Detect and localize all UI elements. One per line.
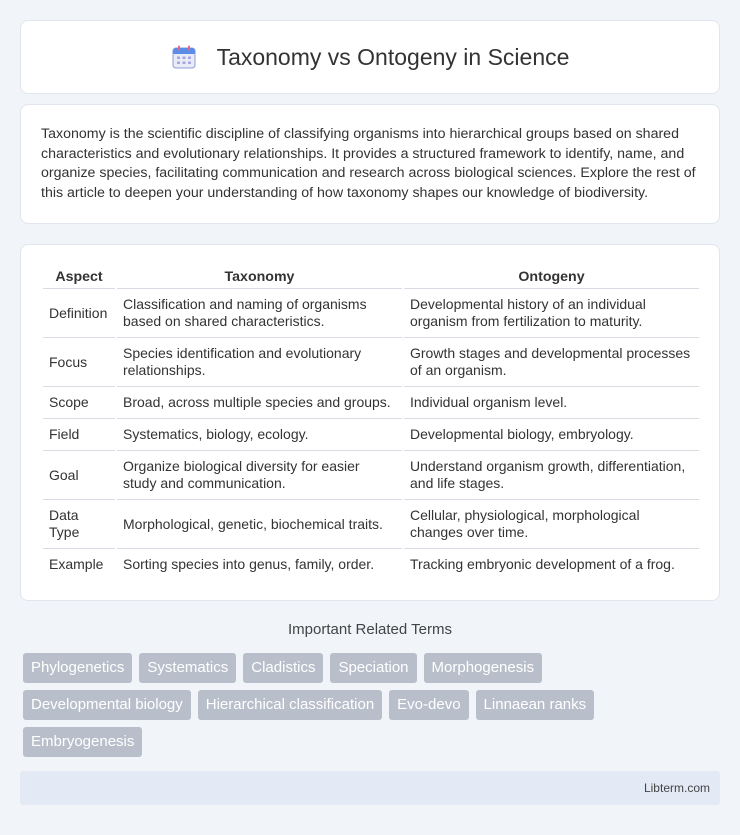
related-terms-list xyxy=(23,653,723,764)
intro-paragraph: Taxonomy is the scientific discipline of classifying organisms into hierarchical groups based on shared characteristics and evolutionary relationships. It provides a structured framework to identify, name, and organize species, facilitating communication and research across biological sciences. Explore the rest of this article to deepen your understanding of how taxonomy shapes our knowledge of biodiversity. xyxy=(41,126,696,201)
header-aspect: Aspect xyxy=(43,265,115,289)
cell-ontogeny: Individual organism level. xyxy=(404,387,699,419)
cell-aspect: Data Type xyxy=(43,500,115,549)
cell-aspect: Field xyxy=(43,419,115,451)
table-row xyxy=(43,289,699,338)
page-title: Taxonomy vs Ontogeny in Science xyxy=(216,43,570,70)
tag-developmental-biology[interactable]: Developmental biology xyxy=(23,690,191,720)
table-header-row xyxy=(43,265,699,289)
cell-ontogeny: Growth stages and developmental processes of an organism. xyxy=(404,338,699,387)
tag-systematics[interactable]: Systematics xyxy=(139,653,236,683)
table-row xyxy=(43,500,699,549)
tag-morphogenesis[interactable]: Morphogenesis xyxy=(424,653,543,683)
comparison-table-card xyxy=(20,244,720,601)
cell-ontogeny: Developmental biology, embryology. xyxy=(404,419,699,451)
cell-taxonomy: Species identification and evolutionary relationships. xyxy=(117,338,402,387)
cell-taxonomy: Broad, across multiple species and groups. xyxy=(117,387,402,419)
cell-ontogeny: Cellular, physiological, morphological changes over time. xyxy=(404,500,699,549)
related-terms-title: Important Related Terms xyxy=(288,621,452,638)
tag-linnaean-ranks[interactable]: Linnaean ranks xyxy=(476,690,595,720)
cell-aspect: Focus xyxy=(43,338,115,387)
cell-taxonomy: Sorting species into genus, family, order. xyxy=(123,556,375,572)
cell-taxonomy: Morphological, genetic, biochemical traits. xyxy=(117,500,402,549)
cell-aspect: Definition xyxy=(43,289,115,338)
cell-aspect: Scope xyxy=(43,387,115,419)
cell-taxonomy: Organize biological diversity for easier study and communication. xyxy=(117,451,402,500)
table-row xyxy=(43,549,699,580)
tag-hierarchical-classification[interactable]: Hierarchical classification xyxy=(198,690,382,720)
table-row xyxy=(43,387,699,419)
tag-embryogenesis[interactable]: Embryogenesis xyxy=(23,727,142,757)
cell-ontogeny: Understand organism growth, differentiation, and life stages. xyxy=(404,451,699,500)
footer xyxy=(20,771,720,805)
cell-aspect: Example xyxy=(49,556,104,572)
tag-cladistics[interactable]: Cladistics xyxy=(243,653,323,683)
calendar-icon xyxy=(171,44,197,70)
cell-taxonomy: Systematics, biology, ecology. xyxy=(117,419,402,451)
footer-site-link[interactable]: Libterm.com xyxy=(643,781,710,795)
table-row xyxy=(43,419,699,451)
intro-card xyxy=(20,104,720,224)
cell-ontogeny: Developmental history of an individual organism from fertilization to maturity. xyxy=(404,289,699,338)
comparison-table xyxy=(41,265,701,580)
tag-evo-devo[interactable]: Evo-devo xyxy=(389,690,468,720)
cell-aspect: Goal xyxy=(43,451,115,500)
header-ontogeny: Ontogeny xyxy=(404,265,699,289)
table-row xyxy=(43,338,699,387)
cell-ontogeny: Tracking embryonic development of a frog. xyxy=(410,556,675,572)
cell-taxonomy: Classification and naming of organisms based on shared characteristics. xyxy=(117,289,402,338)
header-taxonomy: Taxonomy xyxy=(117,265,402,289)
tag-speciation[interactable]: Speciation xyxy=(330,653,416,683)
tag-phylogenetics[interactable]: Phylogenetics xyxy=(23,653,132,683)
header-card xyxy=(20,20,720,94)
table-row xyxy=(43,451,699,500)
